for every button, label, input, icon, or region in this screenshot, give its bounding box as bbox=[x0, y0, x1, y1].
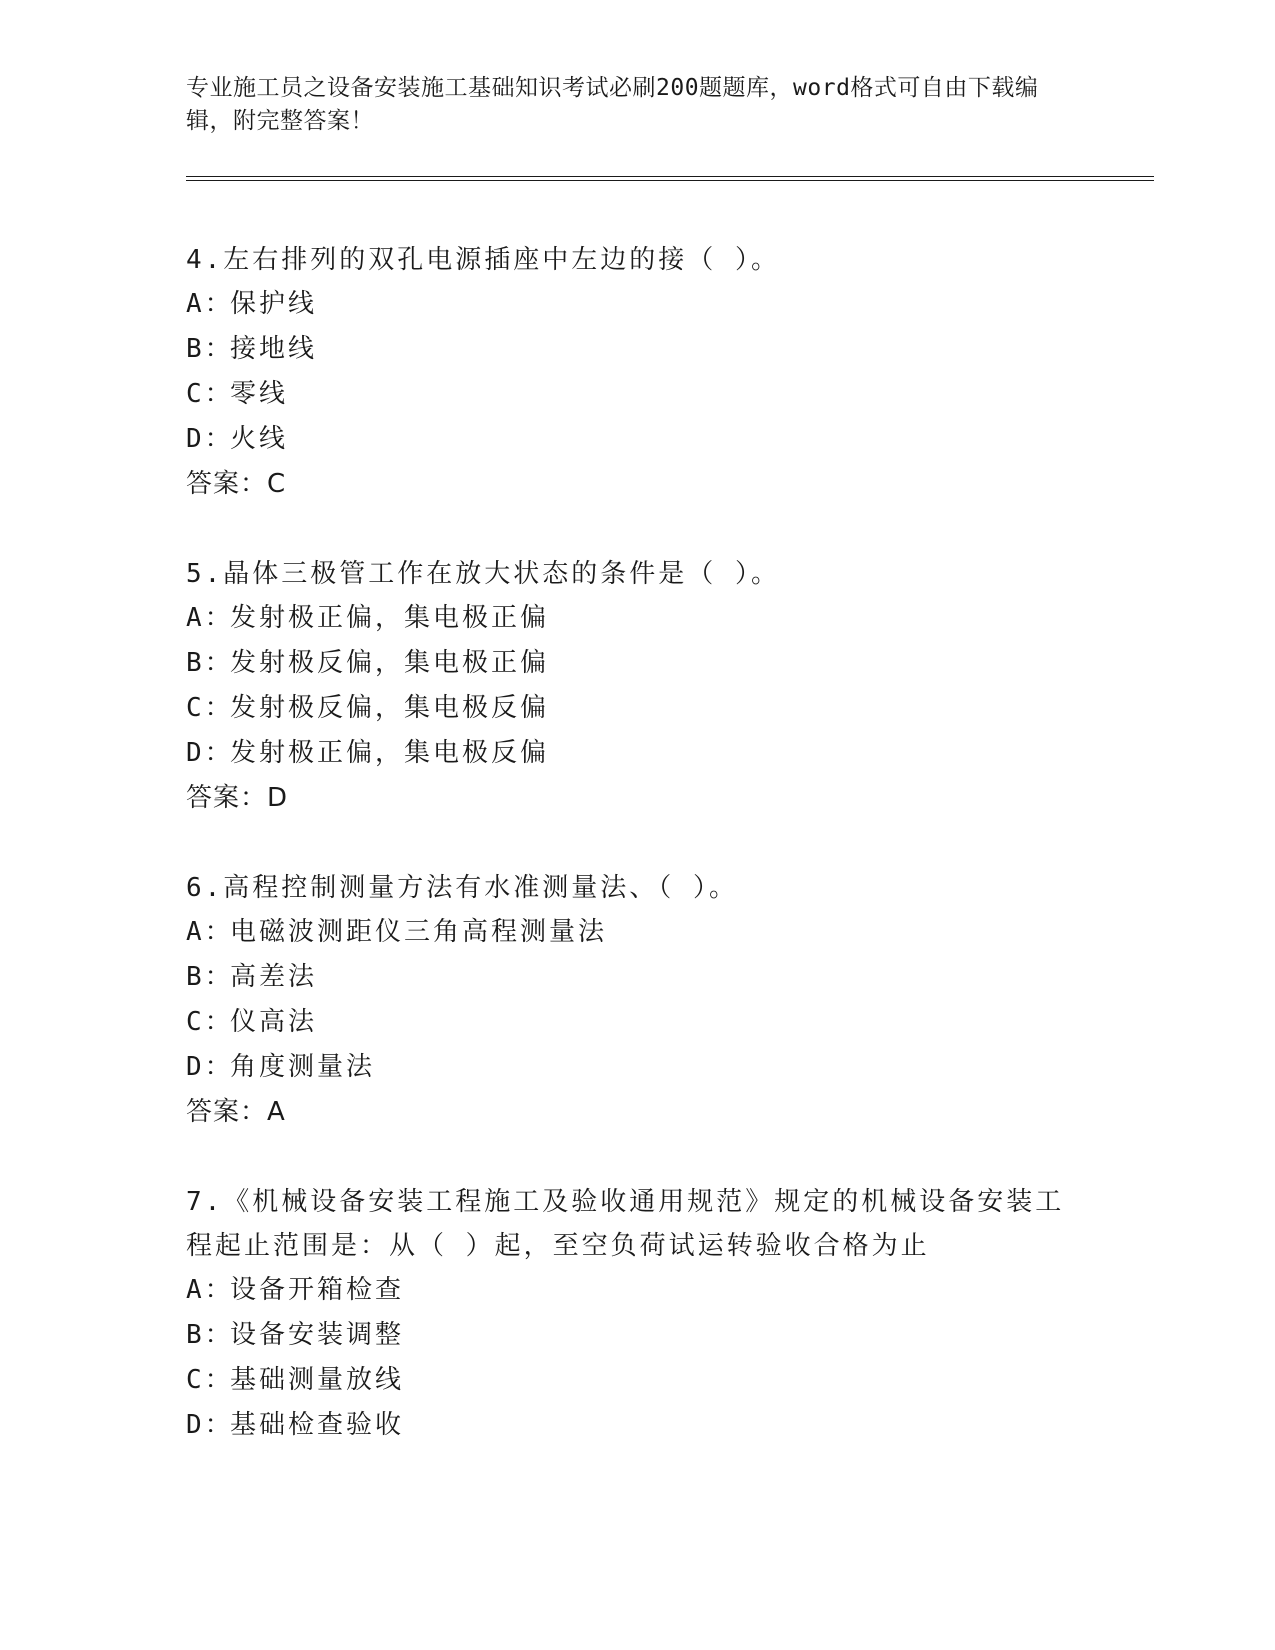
option-text: 设备开箱检查 bbox=[230, 1275, 405, 1305]
option-letter: B： bbox=[186, 1320, 234, 1350]
option-letter: B： bbox=[186, 334, 234, 364]
question-4 bbox=[186, 238, 1086, 506]
document-header: 专业施工员之设备安装施工基础知识考试必刷200题题库，word格式可自由下载编辑，附完整答案！ bbox=[186, 75, 1039, 134]
option-text: 发射极反偏，集电极正偏 bbox=[230, 648, 550, 678]
option-text: 发射极正偏，集电极正偏 bbox=[230, 603, 550, 633]
option-text: 发射极正偏，集电极反偏 bbox=[230, 738, 550, 768]
option-c bbox=[186, 1358, 1086, 1403]
option-letter: D： bbox=[186, 738, 234, 768]
option-letter: B： bbox=[186, 962, 234, 992]
option-text: 仪高法 bbox=[230, 1007, 318, 1037]
option-d bbox=[186, 731, 1086, 776]
option-b bbox=[186, 327, 1086, 372]
option-a bbox=[186, 282, 1086, 327]
option-letter: C： bbox=[186, 379, 234, 409]
question-7 bbox=[186, 1180, 1086, 1448]
option-a bbox=[186, 1268, 1086, 1313]
option-letter: C： bbox=[186, 1365, 234, 1395]
question-stem: 5.晶体三极管工作在放大状态的条件是（ ）。 bbox=[186, 559, 780, 589]
question-5 bbox=[186, 552, 1086, 820]
option-text: 基础检查验收 bbox=[230, 1410, 405, 1440]
option-d bbox=[186, 1045, 1086, 1090]
option-text: 接地线 bbox=[230, 334, 318, 364]
option-letter: C： bbox=[186, 693, 234, 723]
option-text: 基础测量放线 bbox=[230, 1365, 405, 1395]
answer-line: 答案：C bbox=[186, 469, 287, 499]
option-d bbox=[186, 1403, 1086, 1448]
option-letter: D： bbox=[186, 1410, 234, 1440]
option-letter: A： bbox=[186, 603, 234, 633]
option-text: 保护线 bbox=[230, 289, 318, 319]
option-letter: D： bbox=[186, 1052, 234, 1082]
option-a bbox=[186, 596, 1086, 641]
header-double-rule bbox=[186, 176, 1154, 181]
option-c bbox=[186, 1000, 1086, 1045]
option-a bbox=[186, 910, 1086, 955]
option-text: 设备安装调整 bbox=[230, 1320, 405, 1350]
option-letter: C： bbox=[186, 1007, 234, 1037]
question-6 bbox=[186, 866, 1086, 1134]
option-letter: A： bbox=[186, 917, 234, 947]
question-stem: 7.《机械设备安装工程施工及验收通用规范》规定的机械设备安装工程起止范围是：从（ ）起，至空负荷试运转验收合格为止 bbox=[186, 1187, 1065, 1261]
option-text: 零线 bbox=[230, 379, 289, 409]
question-stem: 4.左右排列的双孔电源插座中左边的接（ ）。 bbox=[186, 245, 780, 275]
option-text: 电磁波测距仪三角高程测量法 bbox=[230, 917, 608, 947]
option-text: 火线 bbox=[230, 424, 289, 454]
question-list bbox=[186, 238, 1086, 1494]
option-letter: B： bbox=[186, 648, 234, 678]
option-d bbox=[186, 417, 1086, 462]
option-text: 高差法 bbox=[230, 962, 318, 992]
option-b bbox=[186, 955, 1086, 1000]
option-b bbox=[186, 641, 1086, 686]
option-c bbox=[186, 372, 1086, 417]
question-stem: 6.高程控制测量方法有水准测量法、（ ）。 bbox=[186, 873, 738, 903]
option-letter: D： bbox=[186, 424, 234, 454]
option-letter: A： bbox=[186, 289, 234, 319]
option-text: 角度测量法 bbox=[230, 1052, 376, 1082]
option-letter: A： bbox=[186, 1275, 234, 1305]
answer-line: 答案：A bbox=[186, 1097, 286, 1127]
option-b bbox=[186, 1313, 1086, 1358]
option-text: 发射极反偏，集电极反偏 bbox=[230, 693, 550, 723]
option-c bbox=[186, 686, 1086, 731]
answer-line: 答案：D bbox=[186, 783, 289, 813]
